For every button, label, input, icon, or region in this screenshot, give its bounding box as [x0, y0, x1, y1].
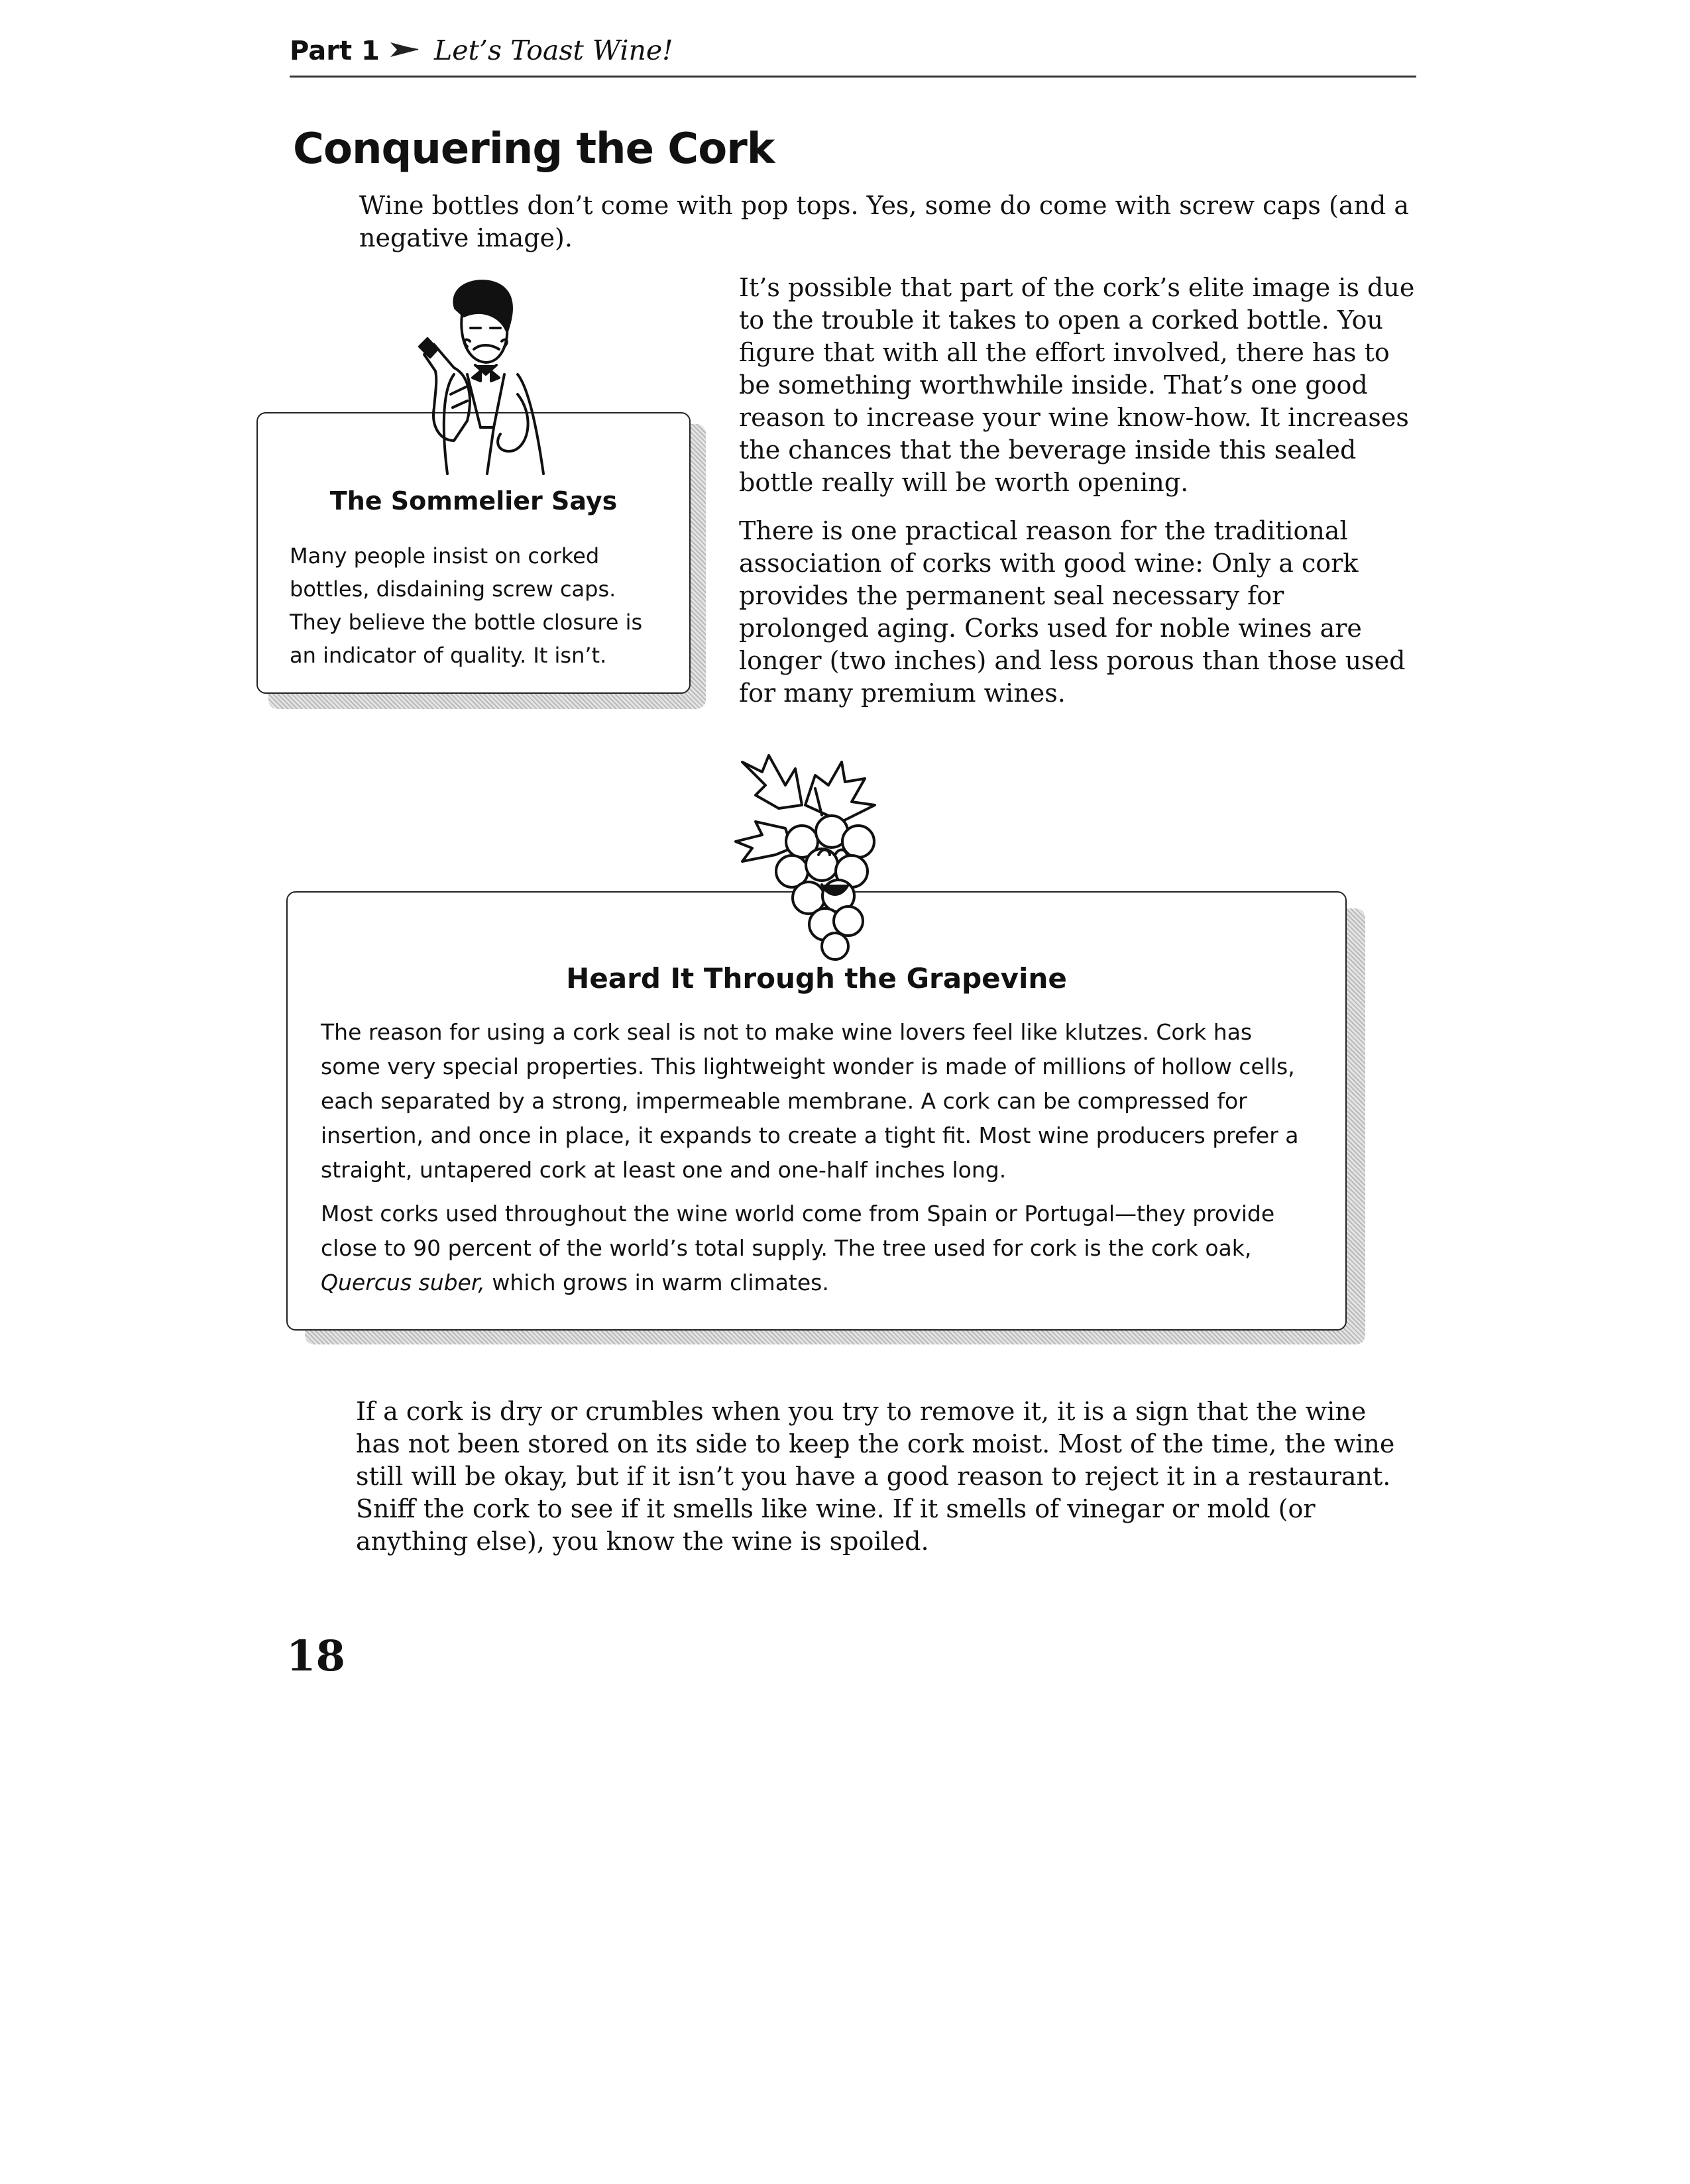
sidebar-text: [321, 1015, 1315, 1309]
sidebar-text-run: Most corks used throughout the wine world come from Spain or Portugal—they provide close to 90 percent of the world’s total supply. The tree used for cork is the cork oak,: [321, 1201, 1275, 1261]
sommelier-icon: [401, 275, 560, 483]
grape-cluster-icon: [716, 749, 928, 963]
closing-paragraph: If a cork is dry or crumbles when you try to remove it, it is a sign that the wine has not been stored on its side to keep the cork moist. Most of the time, the wine still will be okay, but if it isn’t you have a good reason to reject it in a restaurant. Sniff the cork to see if it smells like wine. If it smells of vinegar or mold (or anything else), you know the wine is spoiled.: [356, 1397, 1395, 1556]
body-paragraph: There is one practical reason for the traditional association of corks with good wine: Only a cork provides the permanent seal necessary for prolonged aging. Corks used for noble wines are longer (two inches) and less porous than those used for many premium wines.: [739, 516, 1406, 708]
intro-paragraph: Wine bottles don’t come with pop tops. Yes, some do come with screw caps (and a negative image).: [359, 191, 1410, 252]
sidebar-paragraph: [321, 1197, 1315, 1300]
sidebar-text-run: which grows in warm climates.: [492, 1270, 829, 1295]
chapter-title: Let’s Toast Wine!: [434, 34, 673, 66]
sidebar-paragraph: The reason for using a cork seal is not to make wine lovers feel like klutzes. Cork has some very special properties. This lightweight wonder is made of millions of hollow cells, each separated by a strong, impermeable membrane. A cork can be compressed for insertion, and once in place, it expands to create a tight fit. Most wine producers prefer a straight, untapered cork at least one and one-half inches long.: [321, 1019, 1299, 1183]
page-number: 18: [286, 1631, 346, 1681]
sidebar-title: The Sommelier Says: [329, 486, 618, 516]
arrow-right-icon: [389, 40, 422, 62]
sidebar-text: Many people insist on corked bottles, disdaining screw caps. They believe the bottle closure is an indicator of quality. It isn’t.: [290, 543, 643, 668]
section-heading: Conquering the Cork: [293, 125, 775, 174]
running-header: [290, 34, 1416, 74]
header-rule: [290, 76, 1416, 78]
part-label: Part 1: [290, 36, 380, 66]
body-paragraph: It’s possible that part of the cork’s elite image is due to the trouble it takes to open a corked bottle. You figure that with all the effort involved, there has to be something worthwhile inside. That’s one good reason to increase your wine know-how. It increases the chances that the beverage inside this sealed bottle really will be worth opening.: [739, 273, 1415, 497]
right-column: [739, 272, 1418, 726]
species-name: Quercus suber,: [321, 1270, 485, 1295]
sidebar-title: Heard It Through the Grapevine: [566, 962, 1067, 995]
